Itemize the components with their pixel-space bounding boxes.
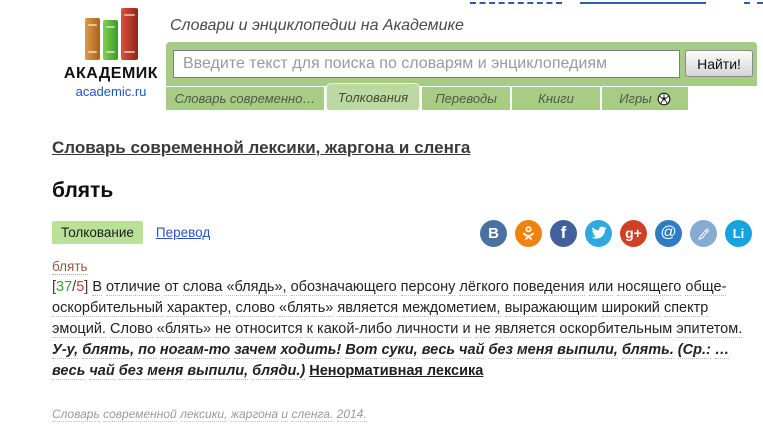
tab-interpretations[interactable]: Толкования bbox=[326, 83, 420, 110]
share-facebook-icon[interactable]: f bbox=[550, 220, 577, 247]
tab-books[interactable]: Книги bbox=[512, 87, 600, 110]
rating-down-count: 5 bbox=[76, 279, 85, 295]
view-tab-translation-link[interactable]: Перевод bbox=[155, 225, 211, 240]
tab-dictionary-current[interactable]: Словарь современно… bbox=[166, 87, 324, 110]
rating-slash: / bbox=[72, 279, 77, 295]
definition-text[interactable]: В отличие от слова «блядь», обозначающего персону лёгкого поведения или носящего обще-оскорбительный характер, слово «блять» является междометием, выражающим широкий спектр эмоций. Слово «блять» не относится к какой-либо личности и не является оскорбительным эпитетом. bbox=[52, 279, 743, 337]
site-logo[interactable] bbox=[55, 8, 167, 101]
brand-title: АКАДЕМИК bbox=[63, 65, 159, 82]
domain-link[interactable]: academic.ru bbox=[75, 84, 147, 99]
top-link-truncated-1[interactable] bbox=[470, 0, 562, 4]
dictionary-title-link[interactable]: Словарь современной лексики, жаргона и сленга bbox=[52, 138, 471, 157]
top-link-truncated-2[interactable] bbox=[580, 0, 706, 4]
share-liveinternet-icon[interactable]: Li bbox=[725, 220, 752, 247]
books-icon bbox=[55, 8, 167, 60]
share-buttons bbox=[480, 220, 752, 247]
site-tagline: Словари и энциклопедии на Академике bbox=[170, 17, 464, 34]
book-orange-icon bbox=[85, 18, 100, 60]
search-input[interactable] bbox=[173, 50, 680, 78]
entry-definition bbox=[52, 277, 752, 382]
example-text[interactable]: У-у, блять, по ногам-то зачем ходить! Вот суки, весь чай без меня выпили, блять. (Ср.: …весь чай без меня выпили, бляди.) bbox=[52, 342, 730, 379]
category-link[interactable]: Ненормативная лексика bbox=[309, 363, 484, 379]
share-pencil-icon[interactable] bbox=[690, 220, 717, 247]
share-twitter-icon[interactable] bbox=[585, 220, 612, 247]
share-odnoklassniki-icon[interactable] bbox=[515, 220, 542, 247]
dictionary-entry bbox=[52, 259, 752, 382]
rating-up-count: 37 bbox=[56, 279, 73, 295]
view-toolbar bbox=[52, 218, 752, 248]
page-headword: блять bbox=[52, 179, 114, 202]
main-content bbox=[52, 131, 752, 421]
book-green-icon bbox=[103, 20, 118, 60]
book-red-icon bbox=[121, 8, 138, 60]
tab-games[interactable]: Игры bbox=[602, 87, 688, 110]
rating-bracket: [ bbox=[52, 279, 57, 295]
view-tabs bbox=[52, 224, 210, 242]
source-line: Словарь современной лексики, жаргона и сленга. 2014. bbox=[52, 407, 367, 421]
entry-term[interactable]: блять bbox=[52, 259, 88, 274]
view-tab-interpretation[interactable]: Толкование bbox=[52, 221, 143, 244]
search-button[interactable]: Найти! bbox=[685, 50, 753, 77]
share-vkontakte-icon[interactable]: В bbox=[480, 220, 507, 247]
tab-translations[interactable]: Переводы bbox=[422, 87, 510, 110]
rating-bracket-close: ] bbox=[84, 279, 89, 295]
top-link-truncated-3[interactable] bbox=[744, 0, 763, 4]
share-mailru-icon[interactable]: @ bbox=[655, 220, 682, 247]
share-googleplus-icon[interactable]: g+ bbox=[620, 220, 647, 247]
header-tabs bbox=[166, 83, 688, 110]
search-panel bbox=[166, 42, 757, 86]
soccer-ball-icon bbox=[657, 92, 671, 106]
